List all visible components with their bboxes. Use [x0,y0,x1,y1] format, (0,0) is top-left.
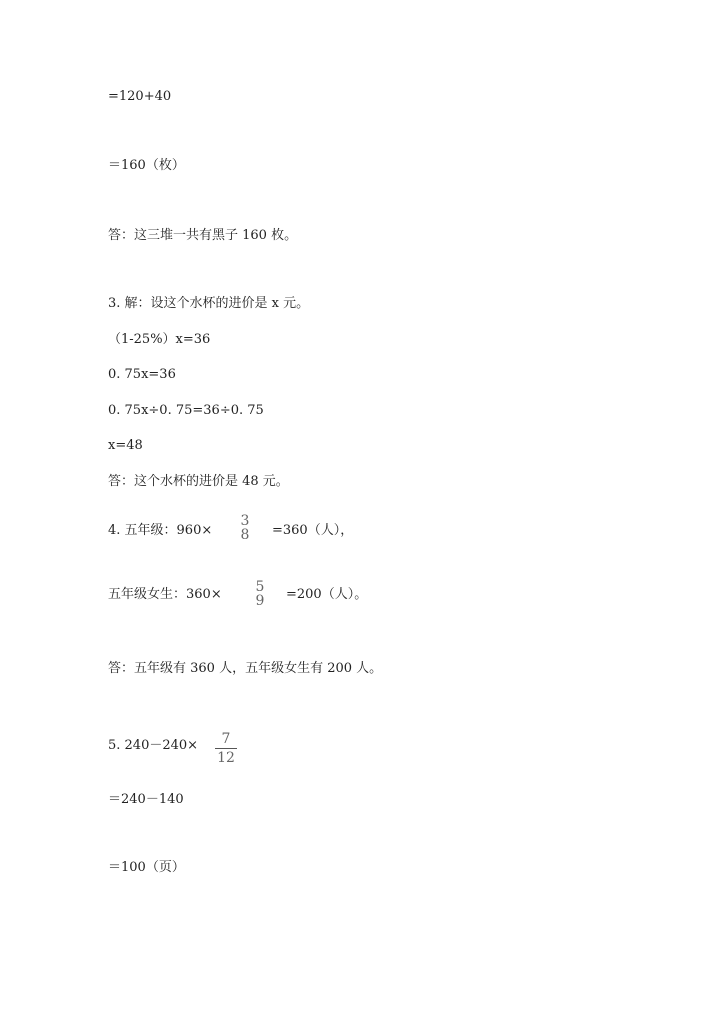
q5-expression: 5. 240－240× [108,738,199,753]
calc-result-160: ＝160（枚） [108,158,185,173]
fraction-denominator: 12 [217,750,235,766]
q3-setup: 3. 解：设这个水杯的进价是 x 元。 [108,296,310,311]
q3-equation: （1-25%）x=36 [108,332,211,347]
fraction-denominator: 8 [240,527,250,543]
q4-girls-prefix: 五年级女生：360× [108,587,222,602]
q4-grade-five-result: =360（人）， [272,523,354,538]
calc-step-120-plus-40: =120+40 [108,89,172,104]
fraction-numerator: 3 [240,513,250,529]
fraction-numerator: 5 [255,579,265,595]
q4-grade-five-prefix: 4. 五年级：960× [108,523,213,538]
q5-step-1: ＝240－140 [108,792,184,807]
fraction-denominator: 9 [255,593,265,609]
fraction-7-12 [215,732,237,765]
q3-result: x=48 [108,438,143,453]
fraction-5-9 [251,580,269,608]
q3-step-1: 0. 75x=36 [108,367,176,382]
q4-girls-result: =200（人）。 [286,587,368,602]
q5-result: ＝100（页） [108,860,185,875]
answer-q2: 答：这三堆一共有黑子 160 枚。 [108,228,298,243]
q3-step-2: 0. 75x÷0. 75=36÷0. 75 [108,403,264,418]
answer-q3: 答：这个水杯的进价是 48 元。 [108,474,289,489]
fraction-bar [215,748,237,749]
fraction-3-8 [236,514,254,542]
answer-q4: 答：五年级有 360 人，五年级女生有 200 人。 [108,661,383,676]
fraction-numerator: 7 [221,731,231,747]
